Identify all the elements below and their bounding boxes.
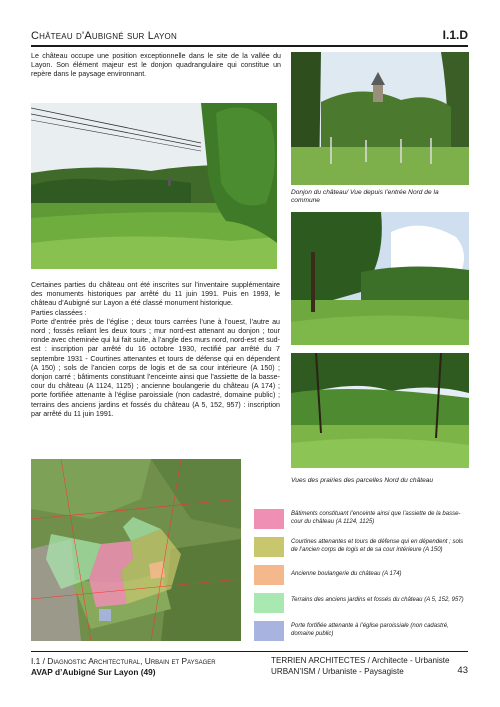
page-number: 43 [457, 665, 468, 676]
body-paragraph: Parties classées : [31, 308, 87, 317]
prairies-photo [291, 353, 469, 468]
footer-urbanist: URBAN’ISM / Urbaniste - Paysagiste [271, 667, 404, 676]
legend-swatch-jardins [254, 593, 284, 613]
donjon-photo [291, 52, 469, 185]
trees-photo [291, 212, 469, 345]
donjon-caption: Donjon du château/ Vue depuis l’entrée Nord de la commune [291, 189, 439, 205]
footer-divider [31, 651, 468, 652]
body-paragraph: Certaines parties du château ont été inscrites sur l’inventaire supplémentaire des monuments historiques par arrêté du 11 juin 1991. Puis en 1993, le château d’Aubigné sur Layon a été classé monument historique. [31, 281, 280, 308]
legend-label-porte: Porte fortifiée attenante à l’église paroissiale (non cadastré, domaine public) [291, 623, 449, 638]
intro-paragraph: Le château occupe une position exceptionnelle dans le site de la vallée du Layon. Son élément majeur est le donjon quadrangulaire qui constitue un repère dans le paysage environnant. [31, 52, 281, 79]
legend-swatch-boulangerie [254, 565, 284, 585]
footer-architect: TERRIEN ARCHITECTES / Architecte - Urbaniste [271, 656, 450, 665]
section-code: I.1.D [442, 28, 468, 42]
prairies-caption: Vues des prairies des parcelles Nord du château [291, 477, 434, 484]
header-divider [31, 45, 468, 47]
legend-label-courtines: Courtines attenantes et tours de défense qui en dépendent ; sols de l’ancien corps de logis et de sa cour intérieure (A 150) [291, 539, 464, 554]
meadow-photo [31, 103, 277, 269]
footer-section: I.1 / Diagnostic Architectural, Urbain et Paysager [31, 656, 216, 666]
body-paragraph: Porte d’entrée près de l’église ; deux tours carrées l’une à l’ouest, l’autre au nord ; fossés reliant les deux tours ; mur nord-est attenant au donjon ; tour ronde avec cheminée qui lui fait suite, à l’angle des murs nord, nord-est et sud-est : inscription par arrêté du 16 octobre 1930, rectifié par arrêté du 7 septembre 1931 - Courtines attenantes et tours de défense qui en dépendent (A 150) ; sols de l’ancien corps de logis et de sa cour intérieure (A 150) ; donjon carré ; bâtiments constituant l’enceinte ainsi que l’assiette de la basse-cour du château (A 1124, 1125) ; ancienne boulangerie du château (A 174) ; porte fortifiée attenante à l’église paroissiale (non cadastré, domaine public) ; terrains des anciens jardins et fossés du château (A 5, 152, 957) : inscription par arrêté du 11 juin 1991. [31, 317, 280, 418]
legend-swatch-courtines [254, 537, 284, 557]
legend-label-boulangerie: Ancienne boulangerie du château (A 174) [291, 571, 402, 577]
page-title: Château d'Aubigné sur Layon [31, 30, 177, 42]
footer-project: AVAP d’Aubigné Sur Layon (49) [31, 667, 156, 677]
cadastral-map [31, 459, 241, 641]
legend-swatch-porte [254, 621, 284, 641]
legend-label-jardins: Terrains des anciens jardins et fossés du château (A 5, 152, 957) [291, 597, 464, 603]
legend-swatch-enceinte [254, 509, 284, 529]
legend-label-enceinte: Bâtiments constituant l’enceinte ainsi que l’assiette de la basse-cour du château (A 1124, 1125) [291, 511, 461, 526]
classification-text [31, 281, 280, 419]
